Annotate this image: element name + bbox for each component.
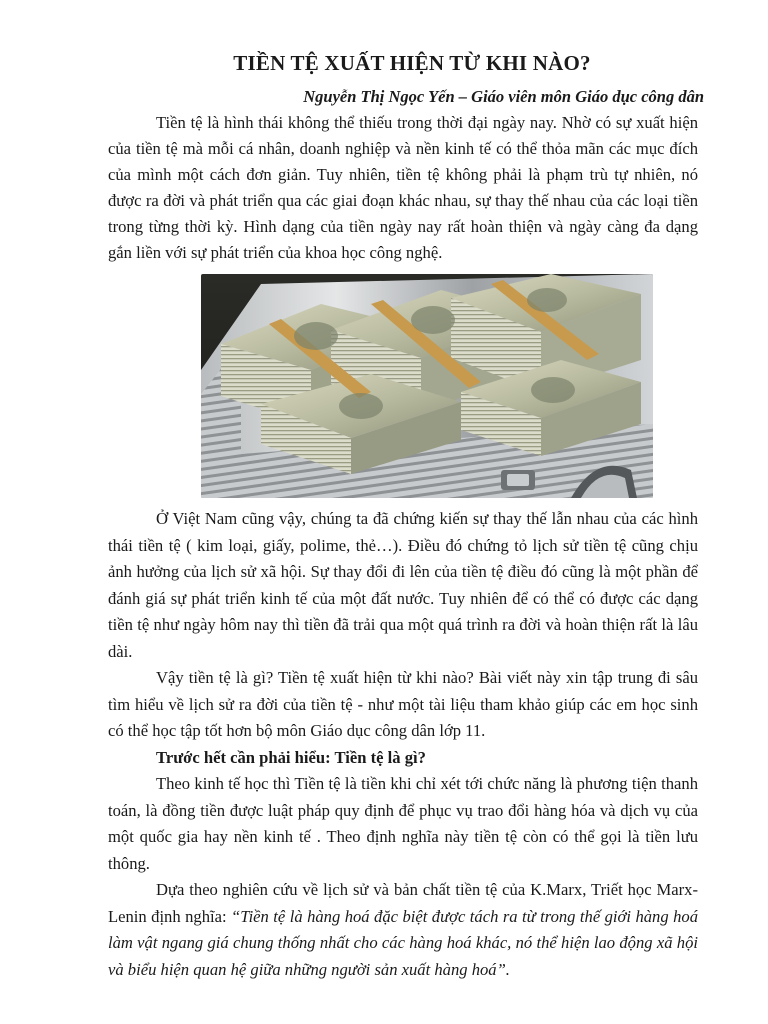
marx-lead-text: Dựa theo nghiên cứu về lịch sử và bản chất tiền tệ của K.Marx, Triết học Marx-Lenin định nghĩa: bbox=[108, 880, 698, 926]
money-briefcase-photo bbox=[201, 274, 653, 498]
paragraph-definition: Theo kinh tế học thì Tiền tệ là tiền khi chỉ xét tới chức năng là phương tiện thanh toán, là đồng tiền được luật pháp quy định để phục vụ trao đổi hàng hóa và dịch vụ của một quốc gia hay nền kinh tế . Theo định nghĩa này tiền tệ còn có thể gọi là tiền lưu thông. bbox=[108, 774, 698, 873]
paragraph-vietnam: Ở Việt Nam cũng vậy, chúng ta đã chứng kiến sự thay thế lẫn nhau của các hình thái tiền tệ ( kim loại, giấy, polime, thẻ…). Điều đó chứng tỏ lịch sử tiền tệ cũng chịu ảnh hưởng của lịch sử xã hội. Sự thay đổi đi lên của tiền tệ điều đó cũng là một phần để đánh giá sự phát triển kinh tế của một đất nước. Tuy nhiên để có thể có được các dạng tiền tệ như ngày hôm nay thì tiền đã trải qua một quá trình ra đời và hoàn thiện rất là lâu dài. bbox=[108, 509, 698, 661]
section-heading: Trước hết cần phải hiểu: Tiền tệ là gì? bbox=[156, 747, 426, 767]
briefcase-illustration bbox=[201, 274, 653, 498]
author-line: Nguyễn Thị Ngọc Yến – Giáo viên môn Giáo dục công dân bbox=[303, 87, 704, 106]
document-title: TIỀN TỆ XUẤT HIỆN TỪ KHI NÀO? bbox=[233, 51, 591, 75]
paragraph-marx bbox=[108, 877, 698, 983]
paragraph-question: Vậy tiền tệ là gì? Tiền tệ xuất hiện từ khi nào? Bài viết này xin tập trung đi sâu tìm hiểu về lịch sử ra đời của tiền tệ - như một tài liệu tham khảo giúp các em học sinh có thể học tập tốt hơn bộ môn Giáo dục công dân lớp 11. bbox=[108, 668, 698, 740]
marx-quote: “Tiền tệ là hàng hoá đặc biệt được tách ra từ trong thế giới hàng hoá làm vật ngang giá chung thống nhất cho các hàng hoá khác, nó thể hiện lao động xã hội và biểu hiện quan hệ giữa những người sản xuất hàng hoá”. bbox=[108, 906, 698, 979]
paragraph-intro: Tiền tệ là hình thái không thể thiếu trong thời đại ngày nay. Nhờ có sự xuất hiện của tiền tệ mà mỗi cá nhân, doanh nghiệp và nền kinh tế có thể thỏa mãn các mục đích của mình một cách đơn giản. Tuy nhiên, tiền tệ không phải là phạm trù tự nhiên, nó được ra đời và phát triển qua các giai đoạn khác nhau, sự thay thế nhau của các loại tiền trong từng thời kỳ. Hình dạng của tiền ngày nay rất hoàn thiện và ngày càng đa dạng gắn liền với sự phát triển của khoa học công nghệ. bbox=[108, 113, 698, 262]
